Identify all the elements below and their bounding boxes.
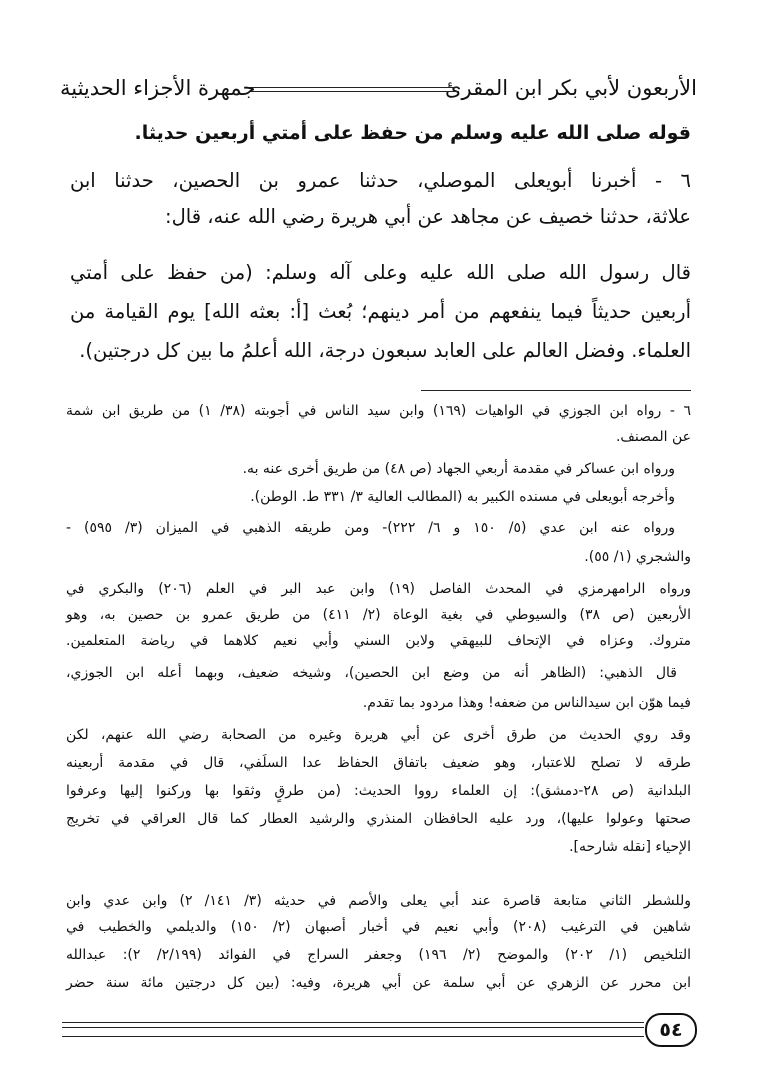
footnote-line: البلدانية (ص ٢٨-دمشق): إن العلماء رووا الحديث: (من طرقٍ وثقوا بها وركنوا إليها وعرفوا bbox=[66, 783, 691, 799]
footer-rule bbox=[62, 1022, 644, 1028]
footnote-line: صحتها وعولوا عليها)، ورد عليه الحافظان المنذري والرشيد العطار كما قال العراقي في تخريج bbox=[66, 811, 691, 827]
book-title: الأربعون لأبي بكر ابن المقرئ bbox=[445, 76, 697, 100]
footnote-line: طرقه لا تصلح للاعتبار، وهو ضعيف باتفاق الحفاظ عدا السلَفي، قال في مقدمة أربعينه bbox=[66, 755, 691, 771]
footnote-line: ابن محرر عن الزهري عن أبي سلمة عن أبي هريرة، وفيه: (بين كل درجتين مائة سنة حضر bbox=[66, 975, 691, 991]
footnote-line: شاهين في الترغيب (٢٠٨) وأبي نعيم في أخبار أصبهان (٢/ ١٥٠) والديلمي والخطيب في bbox=[66, 919, 691, 935]
series-title: جمهرة الأجزاء الحديثية bbox=[60, 76, 256, 100]
footnote-line: الأربعين (ص ٣٨) والسيوطي في بغية الوعاة (٢/ ٤١١) من طريق عمرو بن حصين به، وهو bbox=[66, 607, 692, 623]
header-rule bbox=[250, 87, 459, 92]
isnad-line: ٦ - أخبرنا أبويعلى الموصلي، حدثنا عمرو بن الحصين، حدثنا ابن bbox=[70, 169, 691, 192]
footnote-line: متروك. وعزاه في الإتحاف للبيهقي ولابن السني وأبي نعيم كلاهما في رياضة المتعلمين. bbox=[66, 633, 691, 649]
footnote-line: وللشطر الثاني متابعة قاصرة عند أبي يعلى والأصم في حديثه (٣/ ١٤١/ ٢) وابن عدي وابن bbox=[66, 893, 691, 909]
footnote-line: والشجري (١/ ٥٥). bbox=[584, 549, 691, 565]
footnote-line: التلخيص (١/ ٢٠٢) والموضح (٢/ ١٩٦) وجعفر السراج في الفوائد (٢/١٩٩/ ٢): عبدالله bbox=[66, 947, 692, 963]
isnad-line: علاثة، حدثنا خصيف عن مجاهد عن أبي هريرة رضي الله عنه، قال: bbox=[165, 205, 691, 228]
running-header bbox=[60, 74, 697, 108]
footnote-line: ٦ - رواه ابن الجوزي في الواهيات (١٦٩) وابن سيد الناس في أجوبته (٣٨/ ١) من طريق ابن شمة bbox=[66, 403, 691, 419]
footnote-line: قال الذهبي: (الظاهر أنه من وضع ابن الحصين)، وشيخه ضعيف، وبهما أعله ابن الجوزي، bbox=[66, 665, 677, 681]
chapter-intro: قوله صلى الله عليه وسلم من حفظ على أمتي أربعين حديثا. bbox=[134, 122, 691, 144]
page-number: ٥٤ bbox=[645, 1013, 697, 1047]
footnote-line: الإحياء [نقله شارحه]. bbox=[569, 839, 691, 855]
footnote-line: وأخرجه أبويعلى في مسنده الكبير به (المطالب العالية ٣/ ٣٣١ ط. الوطن). bbox=[250, 489, 675, 505]
matn-line: العلماء. وفضل العالم على العابد سبعون درجة، الله أعلمُ ما بين كل درجتين). bbox=[79, 339, 691, 362]
footnote-line: عن المصنف. bbox=[615, 429, 691, 445]
footnote-line: ورواه ابن عساكر في مقدمة أربعي الجهاد (ص ٤٨) من طريق أخرى عنه به. bbox=[242, 461, 675, 477]
footnote-separator bbox=[421, 390, 691, 391]
footnote-line: ورواه الرامهرمزي في المحدث الفاصل (١٩) وابن عبد البر في العلم (٢٠٦) والبكري في bbox=[66, 581, 691, 597]
matn-line: قال رسول الله صلى الله عليه وعلى آله وسلم: (من حفظ على أمتي bbox=[70, 261, 691, 284]
matn-line: أربعين حديثاً فيما ينفعهم من أمر دينهم؛ بُعث [أ: بعثه الله] يوم القيامة من bbox=[70, 300, 691, 323]
footer-rule bbox=[62, 1036, 644, 1037]
footnote-line: وقد روي الحديث من طرق أخرى عن أبي هريرة وغيره من الصحابة رضي الله عنهم، لكن bbox=[66, 727, 691, 743]
footnote-line: ورواه عنه ابن عدي (٥/ ١٥٠ و ٦/ ٢٢٢)- ومن طريقه الذهبي في الميزان (٣/ ٥٩٥) - bbox=[66, 520, 676, 536]
footnote-line: فيما هوّن ابن سيدالناس من ضعفه! وهذا مردود بما تقدم. bbox=[362, 695, 691, 711]
